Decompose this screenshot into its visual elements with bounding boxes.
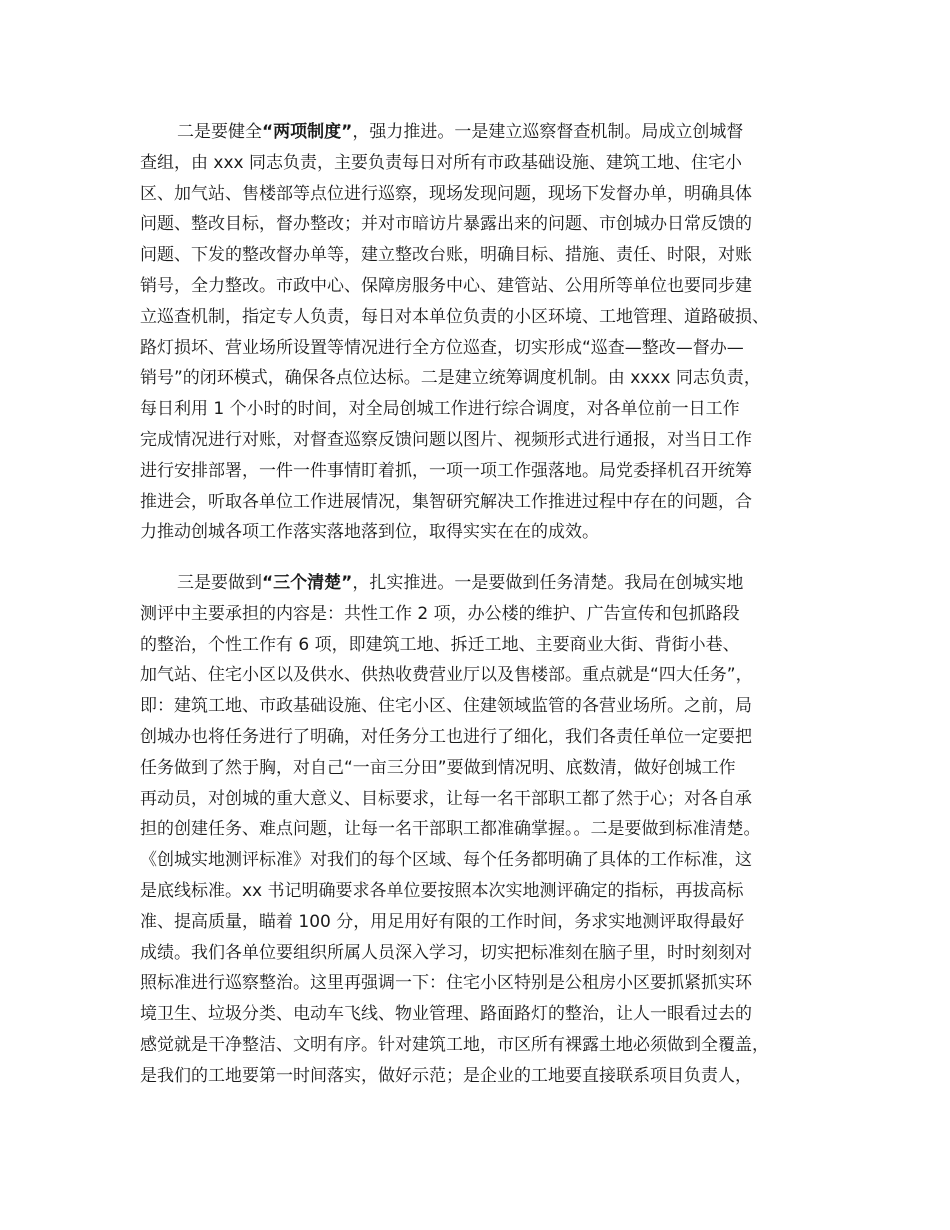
paragraph-line: 问题、整改目标，督办整改；并对市暗访片暴露出来的问题、市创城办日常反馈的 xyxy=(140,214,752,235)
bold-term: “两项制度” xyxy=(262,122,353,142)
paragraph-line: 每日利用 1 个小时的时间，对全局创城工作进行综合调度，对各单位前一日工作 xyxy=(140,399,740,420)
paragraph-line: 是我们的工地要第一时间落实，做好示范；是企业的工地要直接联系项目负责人， xyxy=(140,1065,752,1086)
paragraph-line: 创城办也将任务进行了明确，对任务分工也进行了细化，我们各责任单位一定要把 xyxy=(140,726,752,747)
paragraph-line: 问题、下发的整改督办单等，建立整改台账，明确目标、措施、责任、时限，对账 xyxy=(140,245,752,266)
paragraph-line: 加气站、住宅小区以及供水、供热收费营业厅以及售楼部。重点就是“四大任务”， xyxy=(140,665,753,686)
paragraph-line: 进行安排部署，一件一件事情盯着抓，一项一项工作强落地。局党委择机召开统筹 xyxy=(140,460,752,481)
paragraph-line xyxy=(140,568,820,599)
paragraph-line: 《创城实地测评标准》对我们的每个区域、每个任务都明确了具体的工作标准，这 xyxy=(140,850,752,871)
bold-term: “三个清楚” xyxy=(262,573,353,593)
paragraph-line: 查组，由 xxx 同志负责，主要负责每日对所有市政基础设施、建筑工地、住宅小 xyxy=(140,152,742,173)
paragraph-line: 力推动创城各项工作落实落地落到位，取得实实在在的成效。 xyxy=(140,522,599,543)
paragraph-line: 推进会，听取各单位工作进展情况，集智研究解决工作推进过程中存在的问题，合 xyxy=(140,491,752,512)
paragraph-two-systems xyxy=(140,117,820,548)
paragraph-line: 感觉就是干净整洁、文明有序。针对建筑工地，市区所有裸露土地必须做到全覆盖， xyxy=(140,1034,769,1055)
paragraph-line: 再动员，对创城的重大意义、目标要求，让每一名干部职工都了然于心；对各自承 xyxy=(140,788,752,809)
paragraph-line: 任务做到了然于胸，对自己“一亩三分田”要做到情况明、底数清，做好创城工作 xyxy=(140,757,736,778)
paragraph-line: 成绩。我们各单位要组织所属人员深入学习，切实把标准刻在脑子里，时时刻刻对 xyxy=(140,942,752,963)
paragraph-line: 完成情况进行对账，对督查巡察反馈问题以图片、视频形式进行通报，对当日工作 xyxy=(140,429,752,450)
paragraph-line: 是底线标准。xx 书记明确要求各单位要按照本次实地测评确定的指标，再拔高标 xyxy=(140,880,744,901)
text-run: 三是要做到 xyxy=(177,573,262,593)
paragraph-line: 的整治，个性工作有 6 项，即建筑工地、拆迁工地、主要商业大街、背街小巷、 xyxy=(140,634,740,655)
paragraph-line: 照标准进行巡察整治。这里再强调一下：住宅小区特别是公租房小区要抓紧抓实环 xyxy=(140,973,752,994)
paragraph-line xyxy=(140,117,820,148)
paragraph-line: 路灯损坏、营业场所设置等情况进行全方位巡查，切实形成“巡查—整改—督办— xyxy=(140,337,744,358)
paragraph-line: 担的创建任务、难点问题，让每一名干部职工都准确掌握。。二是要做到标准清楚。 xyxy=(140,819,761,840)
paragraph-line: 境卫生、垃圾分类、电动车飞线、物业管理、路面路灯的整治，让人一眼看过去的 xyxy=(140,1004,752,1025)
paragraph-line: 销号”的闭环模式，确保各点位达标。二是建立统筹调度机制。由 xxxx 同志负责， xyxy=(140,368,761,389)
paragraph-line: 立巡查机制，指定专人负责，每日对本单位负责的小区环境、工地管理、道路破损、 xyxy=(140,306,769,327)
paragraph-line: 区、加气站、售楼部等点位进行巡察，现场发现问题，现场下发督办单，明确具体 xyxy=(140,183,752,204)
paragraph-line: 即：建筑工地、市政基础设施、住宅小区、住建领域监管的各营业场所。之前，局 xyxy=(140,696,752,717)
paragraph-three-clear xyxy=(140,568,820,1092)
text-run: 二是要健全 xyxy=(177,122,262,142)
paragraph-line: 测评中主要承担的内容是：共性工作 2 项，办公楼的维护、广告宣传和包抓路段 xyxy=(140,603,740,624)
paragraph-line: 准、提高质量，瞄着 100 分，用足用好有限的工作时间，务求实地测评取得最好 xyxy=(140,911,745,932)
paragraph-line: 销号，全力整改。市政中心、保障房服务中心、建管站、公用所等单位也要同步建 xyxy=(140,275,752,296)
text-run: ，扎实推进。一是要做到任务清楚。我局在创城实地 xyxy=(352,573,744,593)
text-run: ，强力推进。一是建立巡察督查机制。局成立创城督 xyxy=(352,122,744,142)
